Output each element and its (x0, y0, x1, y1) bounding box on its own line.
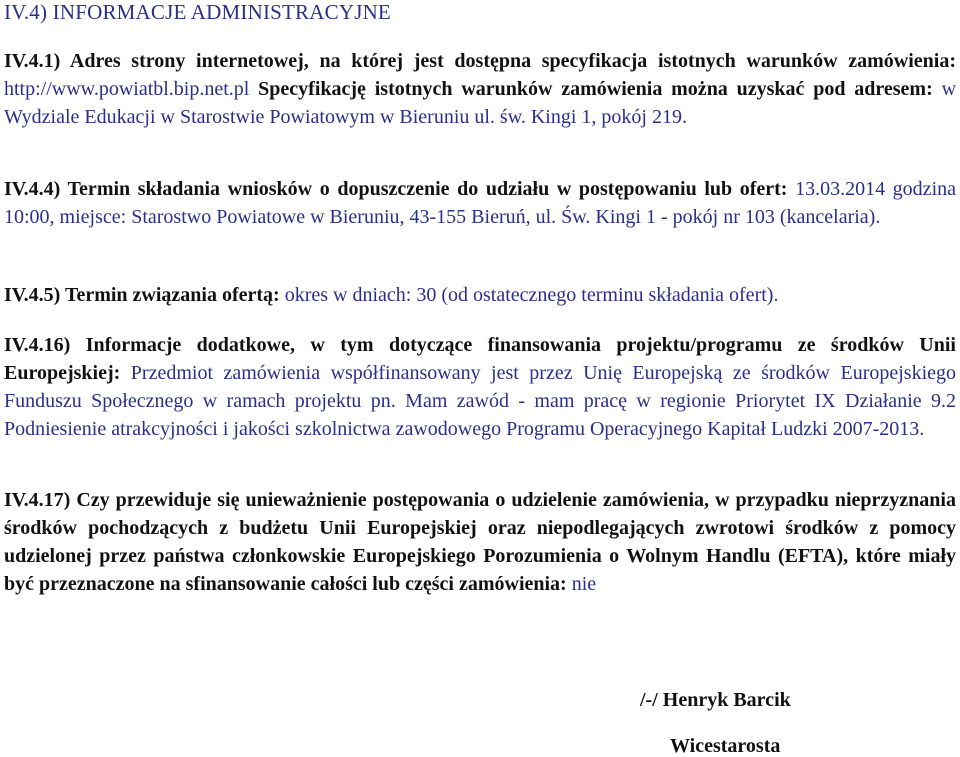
submission-deadline-label: IV.4.4) Termin składania wniosków o dopuszczenie do udziału w postępowaniu lub ofert: (4, 178, 788, 200)
paragraph-submission-deadline (4, 175, 956, 231)
offer-binding-value: okres w dniach: 30 (od ostatecznego terminu składania ofert). (284, 284, 779, 306)
submission-deadline-value: 13.03.2014 godzina 10:00, miejsce: Starostwo Powiatowe w Bieruniu, 43-155 Bieruń, ul. Św. Kingi 1 - pokój nr 103 (kancelaria). (4, 178, 956, 228)
paragraph-additional-info (4, 331, 956, 443)
spec-pickup-value: w Wydziale Edukacji w Starostwie Powiatowym w Bieruniu ul. św. Kingi 1, pokój 219. (4, 78, 957, 128)
spec-website-url: http://www.powiatbl.bip.net.pl (4, 78, 250, 100)
section-heading: IV.4) INFORMACJE ADMINISTRACYJNE (4, 0, 391, 24)
signature-name: /-/ Henryk Barcik (640, 689, 791, 711)
spec-pickup-label: Specyfikację istotnych warunków zamówienia można uzyskać pod adresem: (258, 78, 933, 100)
spec-website-label: IV.4.1) Adres strony internetowej, na której jest dostępna specyfikacja istotnych warunków zamówienia: (4, 50, 956, 72)
additional-info-label: IV.4.16) Informacje dodatkowe, w tym dotyczące finansowania projektu/programu ze środków Unii Europejskiej: (4, 334, 956, 384)
offer-binding-label: IV.4.5) Termin związania ofertą: (4, 284, 280, 306)
annulment-question-value: nie (571, 573, 597, 595)
paragraph-offer-binding (4, 281, 956, 309)
paragraph-specification-address (4, 47, 956, 131)
annulment-question-label: IV.4.17) Czy przewiduje się unieważnienie postępowania o udzielenie zamówienia, w przypadku nieprzyznania środków pochodzących z budżetu Unii Europejskiej oraz niepodlegających zwrotowi środków z pomocy udzielonej przez państwa członkowskie Europejskiego Porozumienia o Wolnym Handlu (EFTA), które miały być przeznaczone na sfinansowanie całości lub części zamówienia: (4, 489, 956, 595)
paragraph-annulment-question (4, 486, 956, 598)
additional-info-value: Przedmiot zamówienia współfinansowany jest przez Unię Europejską ze środków Europejskiego Funduszu Społecznego w ramach projektu pn. Mam zawód - mam pracę w regionie Priorytet IX Działanie 9.2 Podniesienie atrakcyjności i jakości szkolnictwa zawodowego Programu Operacyjnego Kapitał Ludzki 2007-2013. (4, 362, 957, 440)
signature-title: Wicestarosta (670, 735, 781, 757)
